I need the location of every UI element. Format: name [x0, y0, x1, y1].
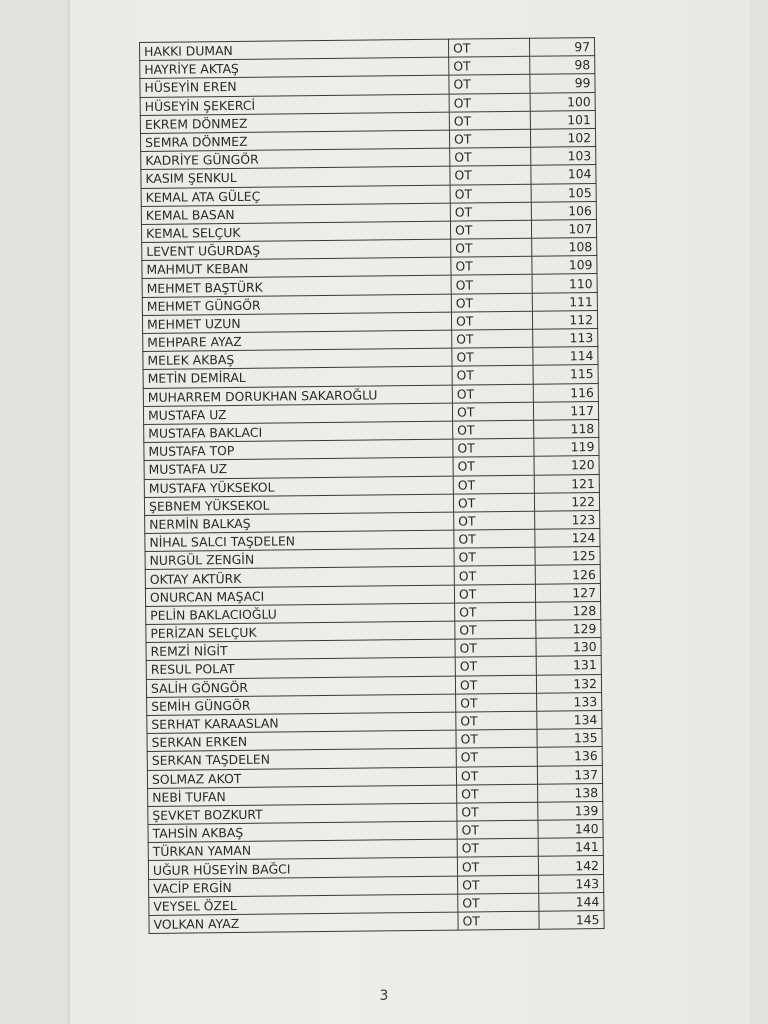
person-name-cell: METİN DEMİRAL — [143, 367, 452, 389]
row-number-cell: 114 — [533, 347, 598, 366]
person-name-cell: SEMRA DÖNMEZ — [140, 130, 449, 152]
row-number-cell: 145 — [539, 911, 604, 930]
person-name-cell: KADRİYE GÜNGÖR — [141, 148, 450, 170]
row-number-cell: 100 — [530, 92, 595, 111]
type-code-cell: OT — [457, 802, 538, 821]
type-code-cell: OT — [452, 384, 533, 403]
type-code-cell: OT — [453, 493, 534, 512]
row-number-cell: 144 — [539, 892, 604, 911]
type-code-cell: OT — [451, 238, 532, 257]
person-name-cell: PERİZAN SELÇUK — [146, 621, 455, 643]
row-number-cell: 106 — [531, 201, 596, 220]
type-code-cell: OT — [453, 438, 534, 457]
row-number-cell: 118 — [534, 419, 599, 438]
type-code-cell: OT — [455, 675, 536, 694]
person-name-cell: MUHARREM DORUKHAN SAKAROĞLU — [143, 385, 452, 407]
type-code-cell: OT — [456, 729, 537, 748]
type-code-cell: OT — [450, 147, 531, 166]
person-name-cell: NEBİ TUFAN — [148, 785, 457, 807]
person-name-cell: RESUL POLAT — [146, 657, 455, 679]
row-number-cell: 110 — [532, 274, 597, 293]
person-name-cell: TAHSİN AKBAŞ — [148, 821, 457, 843]
row-number-cell: 115 — [533, 365, 598, 384]
person-name-cell: VACİP ERGİN — [149, 876, 458, 898]
row-number-cell: 97 — [529, 38, 594, 57]
row-number-cell: 142 — [538, 856, 603, 875]
row-number-cell: 101 — [530, 110, 595, 129]
type-code-cell: OT — [456, 748, 537, 767]
person-name-cell: REMZİ NİGİT — [146, 639, 455, 661]
row-number-cell: 127 — [535, 583, 600, 602]
person-name-cell: KEMAL ATA GÜLEÇ — [141, 185, 450, 207]
row-number-cell: 133 — [537, 692, 602, 711]
type-code-cell: OT — [448, 38, 529, 57]
person-name-cell: NERMİN BALKAŞ — [145, 512, 454, 534]
type-code-cell: OT — [454, 511, 535, 530]
person-name-cell: MEHPARE AYAZ — [143, 330, 452, 352]
row-number-cell: 131 — [536, 656, 601, 675]
person-name-cell: ONURCAN MAŞACI — [145, 585, 454, 607]
type-code-cell: OT — [449, 75, 530, 94]
row-number-cell: 130 — [536, 638, 601, 657]
type-code-cell: OT — [450, 166, 531, 185]
row-number-cell: 121 — [534, 474, 599, 493]
type-code-cell: OT — [458, 875, 539, 894]
type-code-cell: OT — [457, 820, 538, 839]
row-number-cell: 139 — [538, 801, 603, 820]
row-number-cell: 113 — [533, 329, 598, 348]
type-code-cell: OT — [455, 620, 536, 639]
row-number-cell: 102 — [530, 129, 595, 148]
person-name-cell: TÜRKAN YAMAN — [148, 839, 457, 861]
person-name-cell: SERKAN TAŞDELEN — [147, 748, 456, 770]
row-number-cell: 111 — [532, 292, 597, 311]
type-code-cell: OT — [456, 711, 537, 730]
type-code-cell: OT — [452, 366, 533, 385]
person-name-cell: KEMAL BASAN — [141, 203, 450, 225]
row-number-cell: 140 — [538, 820, 603, 839]
person-name-cell: HÜSEYİN ŞEKERCİ — [140, 94, 449, 116]
person-name-cell: PELİN BAKLACIOĞLU — [146, 603, 455, 625]
type-code-cell: OT — [457, 784, 538, 803]
type-code-cell: OT — [452, 329, 533, 348]
person-name-cell: ŞEVKET BOZKURT — [148, 803, 457, 825]
person-name-cell: KASIM ŞENKUL — [141, 166, 450, 188]
row-number-cell: 143 — [539, 874, 604, 893]
person-name-cell: SALİH GÖNGÖR — [146, 676, 455, 698]
type-code-cell: OT — [452, 402, 533, 421]
type-code-cell: OT — [455, 657, 536, 676]
row-number-cell: 104 — [531, 165, 596, 184]
type-code-cell: OT — [458, 911, 539, 930]
person-name-cell: MUSTAFA YÜKSEKOL — [144, 476, 453, 498]
type-code-cell: OT — [449, 129, 530, 148]
type-code-cell: OT — [449, 56, 530, 75]
type-code-cell: OT — [450, 220, 531, 239]
row-number-cell: 122 — [534, 492, 599, 511]
type-code-cell: OT — [457, 838, 538, 857]
row-number-cell: 103 — [531, 147, 596, 166]
roster-table-body — [140, 38, 605, 934]
person-name-cell: MUSTAFA TOP — [144, 439, 453, 461]
person-name-cell: NURGÜL ZENGİN — [145, 548, 454, 570]
person-name-cell: LEVENT UĞURDAŞ — [142, 239, 451, 261]
row-number-cell: 119 — [534, 438, 599, 457]
person-name-cell: MELEK AKBAŞ — [143, 348, 452, 370]
person-name-cell: SOLMAZ AKOT — [147, 767, 456, 789]
type-code-cell: OT — [453, 457, 534, 476]
person-name-cell: SERKAN ERKEN — [147, 730, 456, 752]
row-number-cell: 126 — [535, 565, 600, 584]
page-number: 3 — [379, 988, 389, 1004]
row-number-cell: 137 — [537, 765, 602, 784]
person-name-cell: HAKKI DUMAN — [140, 39, 449, 61]
person-name-cell: OKTAY AKTÜRK — [145, 567, 454, 589]
type-code-cell: OT — [454, 547, 535, 566]
roster-table-container — [139, 37, 600, 957]
row-number-cell: 135 — [537, 729, 602, 748]
type-code-cell: OT — [454, 566, 535, 585]
person-name-cell: HÜSEYİN EREN — [140, 76, 449, 98]
type-code-cell: OT — [456, 766, 537, 785]
row-number-cell: 99 — [530, 74, 595, 93]
row-number-cell: 109 — [532, 256, 597, 275]
row-number-cell: 117 — [533, 401, 598, 420]
row-number-cell: 124 — [535, 529, 600, 548]
type-code-cell: OT — [454, 529, 535, 548]
person-name-cell: ŞEBNEM YÜKSEKOL — [144, 494, 453, 516]
type-code-cell: OT — [458, 893, 539, 912]
type-code-cell: OT — [452, 347, 533, 366]
person-name-cell: SERHAT KARAASLAN — [147, 712, 456, 734]
person-name-cell: VEYSEL ÖZEL — [149, 894, 458, 916]
type-code-cell: OT — [451, 275, 532, 294]
row-number-cell: 107 — [531, 219, 596, 238]
person-name-cell: UĞUR HÜSEYİN BAĞCI — [148, 858, 457, 880]
row-number-cell: 108 — [532, 238, 597, 257]
type-code-cell: OT — [450, 202, 531, 221]
type-code-cell: OT — [455, 638, 536, 657]
type-code-cell: OT — [457, 857, 538, 876]
roster-table — [139, 37, 605, 934]
row-number-cell: 125 — [535, 547, 600, 566]
row-number-cell: 134 — [537, 710, 602, 729]
type-code-cell: OT — [450, 184, 531, 203]
row-number-cell: 120 — [534, 456, 599, 475]
type-code-cell: OT — [449, 111, 530, 130]
row-number-cell: 105 — [531, 183, 596, 202]
row-number-cell: 141 — [538, 838, 603, 857]
person-name-cell: VOLKAN AYAZ — [149, 912, 458, 934]
type-code-cell: OT — [455, 602, 536, 621]
row-number-cell: 116 — [533, 383, 598, 402]
person-name-cell: MUSTAFA UZ — [143, 403, 452, 425]
type-code-cell: OT — [449, 93, 530, 112]
person-name-cell: MUSTAFA UZ — [144, 457, 453, 479]
person-name-cell: MUSTAFA BAKLACI — [144, 421, 453, 443]
row-number-cell: 98 — [530, 56, 595, 75]
row-number-cell: 128 — [536, 601, 601, 620]
type-code-cell: OT — [454, 584, 535, 603]
row-number-cell: 138 — [538, 783, 603, 802]
person-name-cell: KEMAL SELÇUK — [141, 221, 450, 243]
type-code-cell: OT — [451, 257, 532, 276]
person-name-cell: MEHMET GÜNGÖR — [142, 294, 451, 316]
person-name-cell: MAHMUT KEBAN — [142, 257, 451, 279]
type-code-cell: OT — [451, 311, 532, 330]
person-name-cell: MEHMET BAŞTÜRK — [142, 276, 451, 298]
person-name-cell: MEHMET UZUN — [142, 312, 451, 334]
row-number-cell: 129 — [536, 620, 601, 639]
row-number-cell: 132 — [536, 674, 601, 693]
row-number-cell: 112 — [532, 310, 597, 329]
type-code-cell: OT — [451, 293, 532, 312]
person-name-cell: SEMİH GÜNGÖR — [147, 694, 456, 716]
row-number-cell: 123 — [535, 510, 600, 529]
type-code-cell: OT — [453, 475, 534, 494]
type-code-cell: OT — [453, 420, 534, 439]
person-name-cell: EKREM DÖNMEZ — [140, 112, 449, 134]
person-name-cell: HAYRİYE AKTAŞ — [140, 57, 449, 79]
row-number-cell: 136 — [537, 747, 602, 766]
person-name-cell: NİHAL SALCI TAŞDELEN — [145, 530, 454, 552]
type-code-cell: OT — [456, 693, 537, 712]
